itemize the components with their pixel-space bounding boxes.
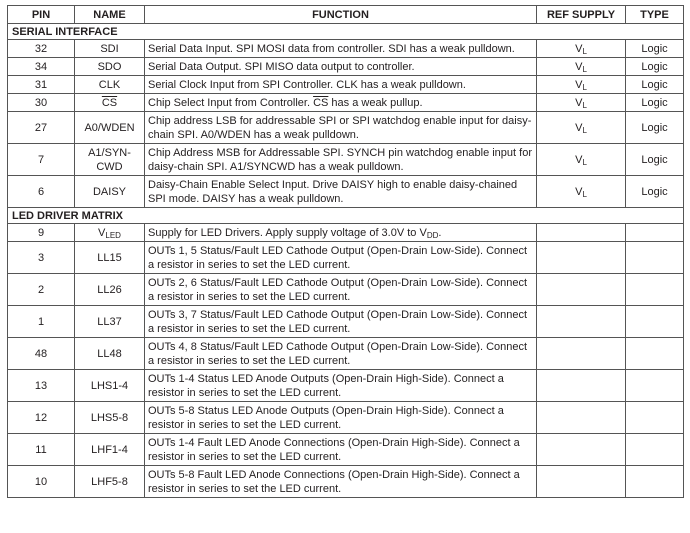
pin-function: OUTs 5-8 Status LED Anode Outputs (Open-Drain High-Side). Connect a resistor in series to set the LED current. — [145, 402, 537, 434]
header-row — [8, 6, 684, 24]
pin-type: Logic — [626, 58, 684, 76]
pin-name: CLK — [75, 76, 145, 94]
pin-name: LHF1-4 — [75, 434, 145, 466]
pin-function: OUTs 1-4 Fault LED Anode Connections (Open-Drain High-Side). Connect a resistor in series to set the LED current. — [145, 434, 537, 466]
pin-name-cs: $\overline{CS}$ — [101, 96, 118, 109]
vled-sub: LED — [105, 230, 121, 240]
table-row — [8, 94, 684, 112]
table-row — [8, 434, 684, 466]
pin-type-empty — [626, 224, 684, 242]
pin-number: 30 — [8, 94, 75, 112]
pin-name: LL26 — [75, 274, 145, 306]
pin-type: Logic — [626, 176, 684, 208]
table-row — [8, 338, 684, 370]
table-row — [8, 112, 684, 144]
pin-function: Serial Data Input. SPI MOSI data from controller. SDI has a weak pulldown. — [145, 40, 537, 58]
ref-supply-sub: L — [582, 157, 587, 167]
pin-number: 11 — [8, 434, 75, 466]
ref-supply-empty — [537, 224, 626, 242]
pin-function: Daisy-Chain Enable Select Input. Drive DAISY high to enable daisy-chained SPI mode. DAISY has a weak pulldown. — [145, 176, 537, 208]
pin-name: LHS5-8 — [75, 402, 145, 434]
table-row — [8, 466, 684, 498]
header-ref-supply: REF SUPPLY — [537, 6, 626, 24]
ref-supply-empty — [537, 338, 626, 370]
pin-type-empty — [626, 370, 684, 402]
pin-function: Chip address LSB for addressable SPI or SPI watchdog enable input for daisy-chain SPI. A0/WDEN has a weak pulldown. — [145, 112, 537, 144]
pin-type: Logic — [626, 76, 684, 94]
pin-number: 1 — [8, 306, 75, 338]
pin-number: 34 — [8, 58, 75, 76]
pin-function: OUTs 1, 5 Status/Fault LED Cathode Output (Open-Drain Low-Side). Connect a resistor in series to set the LED current. — [145, 242, 537, 274]
pin-function: OUTs 4, 8 Status/Fault LED Cathode Output (Open-Drain Low-Side). Connect a resistor in series to set the LED current. — [145, 338, 537, 370]
section-serial-interface: SERIAL INTERFACE — [8, 24, 684, 40]
ref-supply-empty — [537, 402, 626, 434]
pin-function-part: Chip Select Input from Controller. — [148, 96, 314, 109]
pin-name: LL15 — [75, 242, 145, 274]
ref-supply-sub: L — [582, 100, 587, 110]
pin-number: 32 — [8, 40, 75, 58]
pin-name — [75, 94, 145, 112]
ref-supply-sub: L — [582, 64, 587, 74]
pin-number: 12 — [8, 402, 75, 434]
ref-supply-base: V — [575, 78, 583, 91]
pin-type-empty — [626, 466, 684, 498]
header-pin: PIN — [8, 6, 75, 24]
ref-supply-sub: L — [582, 46, 587, 56]
table-row — [8, 242, 684, 274]
ref-supply — [537, 94, 626, 112]
ref-supply-base: V — [575, 121, 583, 134]
vdd-sub: DD — [426, 230, 439, 240]
pin-function — [145, 224, 537, 242]
pin-number: 7 — [8, 144, 75, 176]
ref-supply — [537, 112, 626, 144]
pin-function-cs: $\overline{CS}$ — [313, 96, 329, 109]
table-row — [8, 176, 684, 208]
pin-function: OUTs 1-4 Status LED Anode Outputs (Open-Drain High-Side). Connect a resistor in series to set the LED current. — [145, 370, 537, 402]
ref-supply — [537, 40, 626, 58]
ref-supply-base: V — [575, 60, 583, 73]
pin-name: A0/WDEN — [75, 112, 145, 144]
pin-name: A1/SYN-CWD — [75, 144, 145, 176]
ref-supply-base: V — [575, 42, 583, 55]
pin-type-empty — [626, 242, 684, 274]
header-type: TYPE — [626, 6, 684, 24]
section-row-serial — [8, 24, 684, 40]
table-row — [8, 144, 684, 176]
section-led-driver-matrix: LED DRIVER MATRIX — [8, 208, 684, 224]
ref-supply-base: V — [575, 153, 583, 166]
table-row — [8, 40, 684, 58]
pin-type-empty — [626, 274, 684, 306]
table-row — [8, 76, 684, 94]
ref-supply-empty — [537, 434, 626, 466]
pin-name: LL37 — [75, 306, 145, 338]
pin-function: OUTs 2, 6 Status/Fault LED Cathode Output (Open-Drain Low-Side). Connect a resistor in series to set the LED current. — [145, 274, 537, 306]
ref-supply-sub: L — [582, 189, 587, 199]
pin-type: Logic — [626, 40, 684, 58]
ref-supply-base: V — [575, 185, 583, 198]
pin-number: 6 — [8, 176, 75, 208]
pin-type: Logic — [626, 112, 684, 144]
pin-type-empty — [626, 434, 684, 466]
section-row-led — [8, 208, 684, 224]
ref-supply-empty — [537, 466, 626, 498]
table-row — [8, 370, 684, 402]
table-row — [8, 224, 684, 242]
pin-name — [75, 224, 145, 242]
ref-supply-empty — [537, 370, 626, 402]
pin-name: LL48 — [75, 338, 145, 370]
pin-number: 2 — [8, 274, 75, 306]
pin-name: LHF5-8 — [75, 466, 145, 498]
table-row — [8, 58, 684, 76]
pin-number: 3 — [8, 242, 75, 274]
pin-name: LHS1-4 — [75, 370, 145, 402]
vdd-base: V — [419, 226, 427, 239]
ref-supply-base: V — [575, 96, 583, 109]
pin-name: DAISY — [75, 176, 145, 208]
pin-number: 10 — [8, 466, 75, 498]
pin-function — [145, 94, 537, 112]
pin-function: OUTs 5-8 Fault LED Anode Connections (Open-Drain High-Side). Connect a resistor in series to set the LED current. — [145, 466, 537, 498]
pin-function-part: . — [438, 226, 442, 239]
pin-function: Chip Address MSB for Addressable SPI. SYNCH pin watchdog enable input for daisy-chain SPI. A1/SYNCWD has a weak pulldown. — [145, 144, 537, 176]
pin-number: 13 — [8, 370, 75, 402]
pin-name: SDI — [75, 40, 145, 58]
pin-function-part: Supply for LED Drivers. Apply supply voltage of 3.0V to — [148, 226, 420, 239]
pin-type: Logic — [626, 94, 684, 112]
pin-function: OUTs 3, 7 Status/Fault LED Cathode Output (Open-Drain Low-Side). Connect a resistor in series to set the LED current. — [145, 306, 537, 338]
pin-function-part: has a weak pullup. — [328, 96, 423, 109]
pin-number: 31 — [8, 76, 75, 94]
table-row — [8, 274, 684, 306]
table-row — [8, 306, 684, 338]
pin-function: Serial Data Output. SPI MISO data output to controller. — [145, 58, 537, 76]
vled-base: V — [98, 226, 106, 239]
pin-function: Serial Clock Input from SPI Controller. CLK has a weak pulldown. — [145, 76, 537, 94]
pin-number: 9 — [8, 224, 75, 242]
pin-type: Logic — [626, 144, 684, 176]
ref-supply-sub: L — [582, 82, 587, 92]
pin-description-table — [7, 5, 684, 498]
pin-type-empty — [626, 338, 684, 370]
pin-number: 27 — [8, 112, 75, 144]
table-row — [8, 402, 684, 434]
ref-supply-empty — [537, 274, 626, 306]
pin-type-empty — [626, 306, 684, 338]
ref-supply — [537, 76, 626, 94]
ref-supply — [537, 58, 626, 76]
pin-type-empty — [626, 402, 684, 434]
ref-supply-empty — [537, 242, 626, 274]
ref-supply — [537, 144, 626, 176]
pin-number: 48 — [8, 338, 75, 370]
ref-supply-empty — [537, 306, 626, 338]
ref-supply-sub: L — [582, 125, 587, 135]
ref-supply — [537, 176, 626, 208]
header-function: FUNCTION — [145, 6, 537, 24]
header-name: NAME — [75, 6, 145, 24]
pin-name: SDO — [75, 58, 145, 76]
